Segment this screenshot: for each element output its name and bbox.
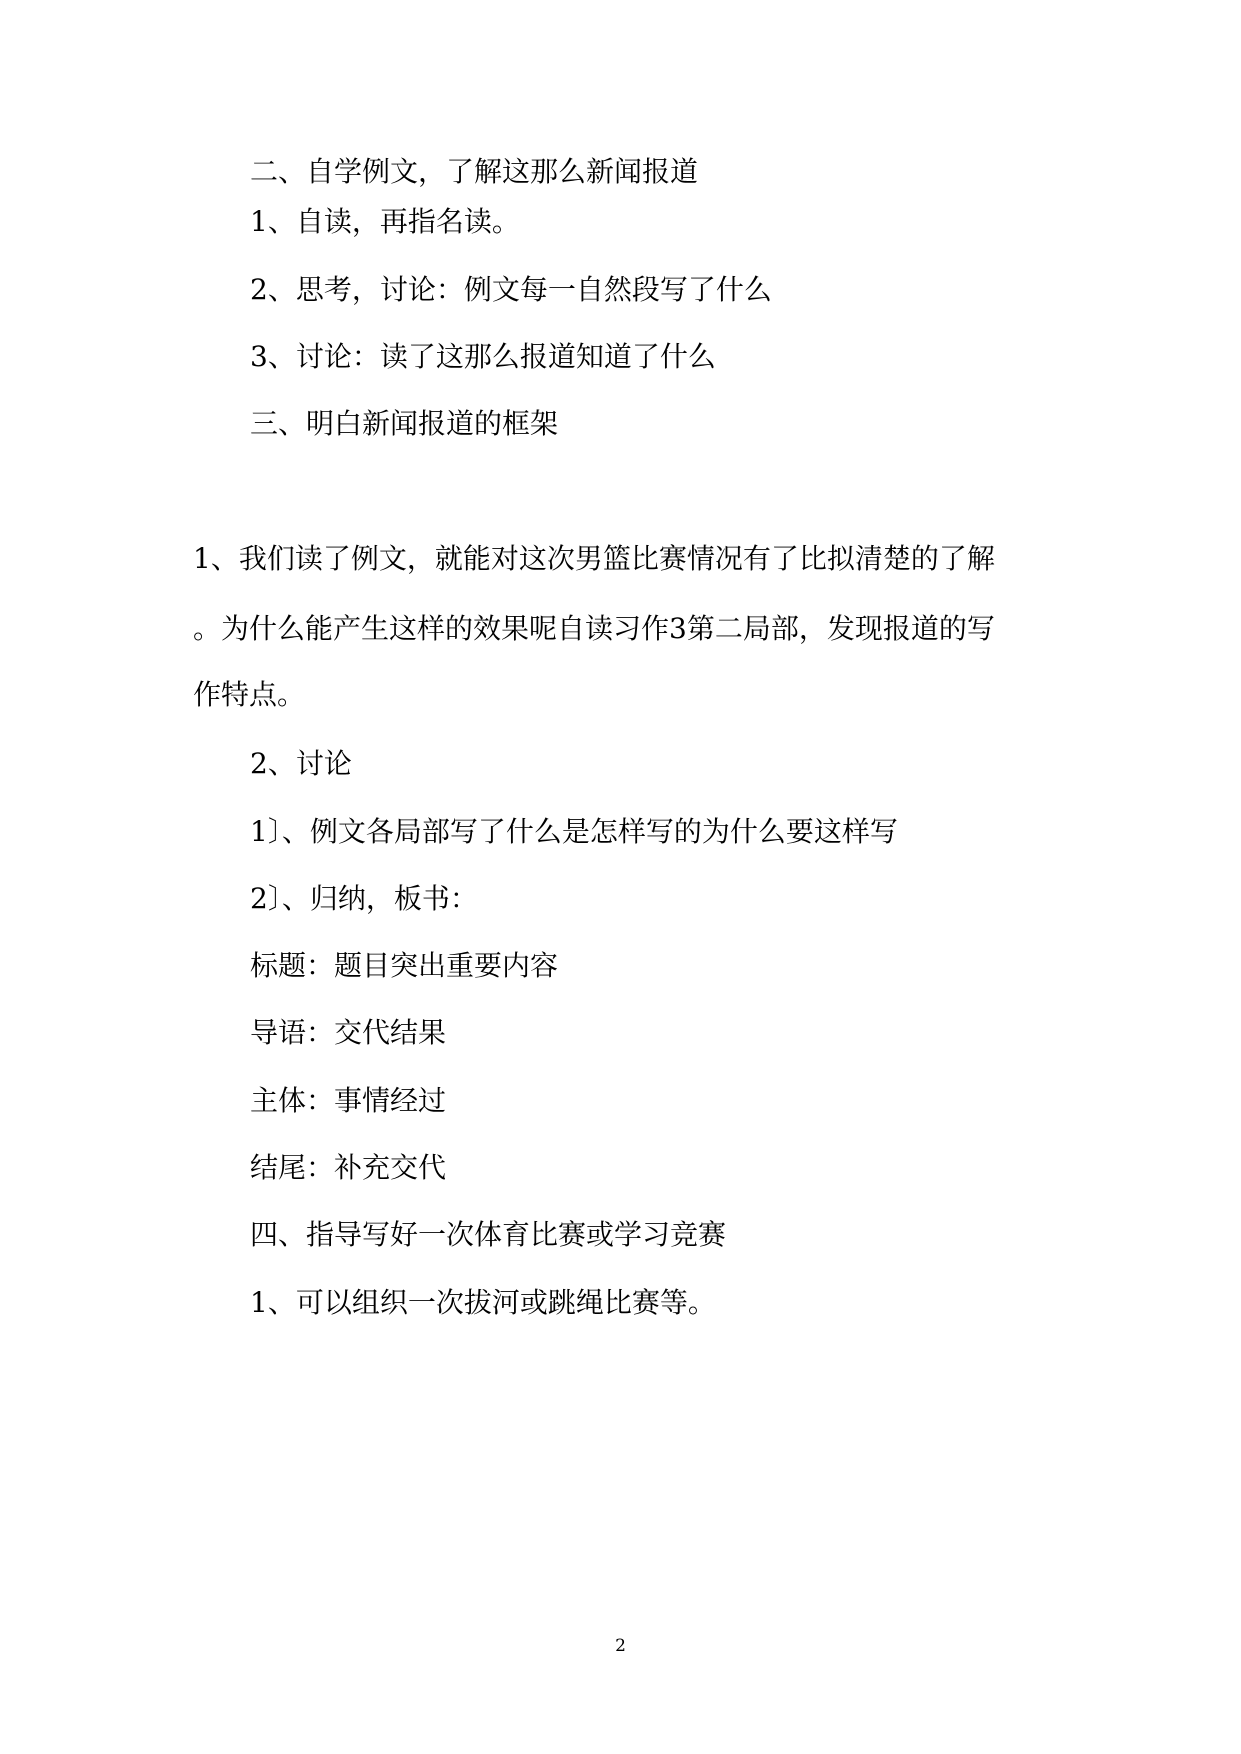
section-heading-4: 四、指导写好一次体育比赛或学习竞赛 xyxy=(250,1218,727,1251)
step-organize-contest: 1、可以组织一次拔河或跳绳比赛等。 xyxy=(250,1286,716,1319)
step-think-discuss: 2、思考，讨论：例文每一自然段写了什么 xyxy=(250,273,772,306)
step-self-read: 1、自读，再指名读。 xyxy=(250,205,520,238)
section-heading-2: 二、自学例文，了解这那么新闻报道 xyxy=(250,155,699,188)
step-discuss-report: 3、讨论：读了这那么报道知道了什么 xyxy=(250,340,716,373)
step-discuss: 2、讨论 xyxy=(250,747,352,780)
framework-title: 标题：题目突出重要内容 xyxy=(250,949,559,982)
section-heading-3: 三、明白新闻报道的框架 xyxy=(250,407,559,440)
paragraph-line-1: 1、我们读了例文，就能对这次男篮比赛情况有了比拟清楚的了解 xyxy=(193,542,995,575)
substep-summarize: 2〕、归纳，板书： xyxy=(250,882,478,915)
substep-example-parts: 1〕、例文各局部写了什么是怎样写的为什么要这样写 xyxy=(250,815,898,848)
paragraph-line-3: 作特点。 xyxy=(193,678,306,711)
framework-ending: 结尾：补充交代 xyxy=(250,1151,447,1184)
page-number: 2 xyxy=(615,1636,626,1656)
framework-body: 主体：事情经过 xyxy=(250,1084,447,1117)
paragraph-line-2: 。为什么能产生这样的效果呢自读习作3第二局部，发现报道的写 xyxy=(193,612,995,645)
framework-lead: 导语：交代结果 xyxy=(250,1016,447,1049)
